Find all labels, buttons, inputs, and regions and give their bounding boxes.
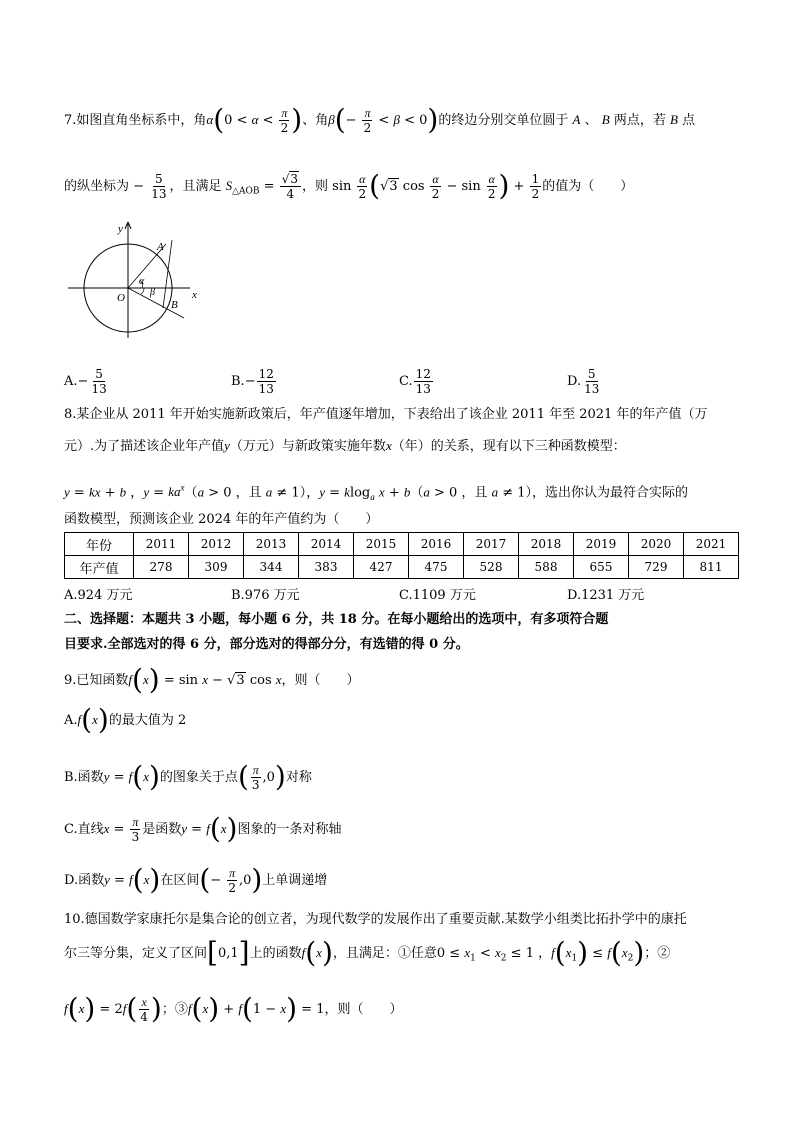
q7-option-a[interactable]: A.− $\frac{5}{13}$ [64,367,107,396]
q9-option-d[interactable]: D.函数y = f(x)在区间(− $\frac{\pi}{2}$ ,0)上单调递增 [64,862,328,896]
q7-line1: 7.如图直角坐标系中，角α(0 < α < $\frac{\pi}{2}$ )、角β(− $\frac{\pi}{2}$ < β < 0)的终边分别交单位圆于 A 、 B 两点，若 B 点 [64,102,696,136]
unit-circle-figure [64,220,214,340]
q8-option-d[interactable]: D.1231 万元 [567,588,645,603]
beta-label: β [150,287,155,298]
q9-option-c[interactable]: C.直线x = $\frac{\pi}{3}$ 是函数y = f(x)图象的一条对称轴 [64,811,342,845]
table-cell: 2020 [629,533,684,556]
table-cell: 427 [354,556,409,579]
q7-option-d[interactable]: D. $\frac{5}{13}$ [567,367,600,396]
table-cell: 2018 [519,533,574,556]
point-b-label: B [171,299,178,311]
q8-option-c[interactable]: C.1109 万元 [399,588,476,603]
table-cell: 2013 [244,533,299,556]
table-cell: 655 [574,556,629,579]
table-cell: 2015 [354,533,409,556]
point-a-label: A [157,241,164,253]
table-cell: 588 [519,556,574,579]
q7-option-c[interactable]: C. $\frac{12}{13}$ [399,367,431,396]
table-cell: 383 [299,556,354,579]
table-row-values [65,556,739,579]
q8-option-a[interactable]: A.924 万元 [64,588,133,603]
q9-option-a[interactable]: A.f(x)的最大值为 2 [64,702,187,736]
table-cell: 2017 [464,533,519,556]
table-cell: 2021 [684,533,739,556]
y-axis-label: y [118,223,123,235]
q8-line4: 函数模型，预测该企业 2024 年的年产值约为（ ） [64,512,379,527]
table-cell: 2016 [409,533,464,556]
table-cell: 2011 [134,533,189,556]
x-axis-label: x [192,289,197,301]
table-cell: 278 [134,556,189,579]
table-cell: 309 [189,556,244,579]
q10-line3: f(x) = 2f( $\frac{x}{4}$ )；③f(x) + f(1 − x) = 1，则（ ） [64,991,403,1025]
q7-line2: 的纵坐标为 − $\frac{5}{13}$ ，且满足 $S_{\triangle AOB}$ = $\frac{√3}{4}$ ，则 sin $\frac{\alpha}{2}$ (√3 cos $\frac{\alpha}{2}$ − sin $\frac{\alpha}{2}$ ) + $\frac{1}{2}$ 的值为（ ） [64,168,634,202]
section2-heading-line1: 二、选择题：本题共 3 小题，每小题 6 分，共 18 分。在每小题给出的选项中，有多项符合题 [64,612,609,627]
table-cell: 2014 [299,533,354,556]
alpha-label: α [139,276,145,287]
table-cell: 344 [244,556,299,579]
q9-stem: 9.已知函数f(x) = sin x − √3 cos x，则（ ） [64,662,360,696]
q8-option-b[interactable]: B.976 万元 [231,588,300,603]
origin-label: O [117,292,125,304]
q9-option-b[interactable]: B.函数y = f(x)的图象关于点( $\frac{\pi}{3}$ ,0)对称 [64,759,312,793]
table-cell: 2019 [574,533,629,556]
table-cell: 729 [629,556,684,579]
q8-line3: y = kx + b ，$y = ka^x(a > 0$ ，且 a ≠ 1），y = klog$_a$ x + b（a > 0 ，且 a ≠ 1），选出你认为最符合实际的 [64,483,689,502]
table-cell: 475 [409,556,464,579]
production-table [64,532,739,579]
table-cell: 2012 [189,533,244,556]
q10-line1: 10.德国数学家康托尔是集合论的创立者，为现代数学的发展作出了重要贡献.某数学小组类比拓扑学中的康托 [64,912,687,927]
q7-option-b[interactable]: B.− $\frac{12}{13}$ [231,367,274,396]
q8-line1: 8.某企业从 2011 年开始实施新政策后，年产值逐年增加，下表给出了该企业 2011 年至 2021 年的年产值（万 [64,407,708,422]
q8-line2: 元）.为了描述该企业年产值y（万元）与新政策实施年数x（年）的关系，现有以下三种函数模型： [64,438,626,454]
table-row-years [65,533,739,556]
section2-heading-line2: 目要求.全部选对的得 6 分，部分选对的得部分分，有选错的得 0 分。 [64,637,469,652]
table-header-value: 年产值 [65,556,134,579]
q10-line2: 尔三等分集，定义了区间[0,1]上的函数f(x)，且满足：①任意$0 \le x_1 < x_2 \le 1$ ，$f(x_1) \le f(x_2)$；② [64,935,671,969]
table-cell: 811 [684,556,739,579]
table-header-year: 年份 [65,533,134,556]
table-cell: 528 [464,556,519,579]
